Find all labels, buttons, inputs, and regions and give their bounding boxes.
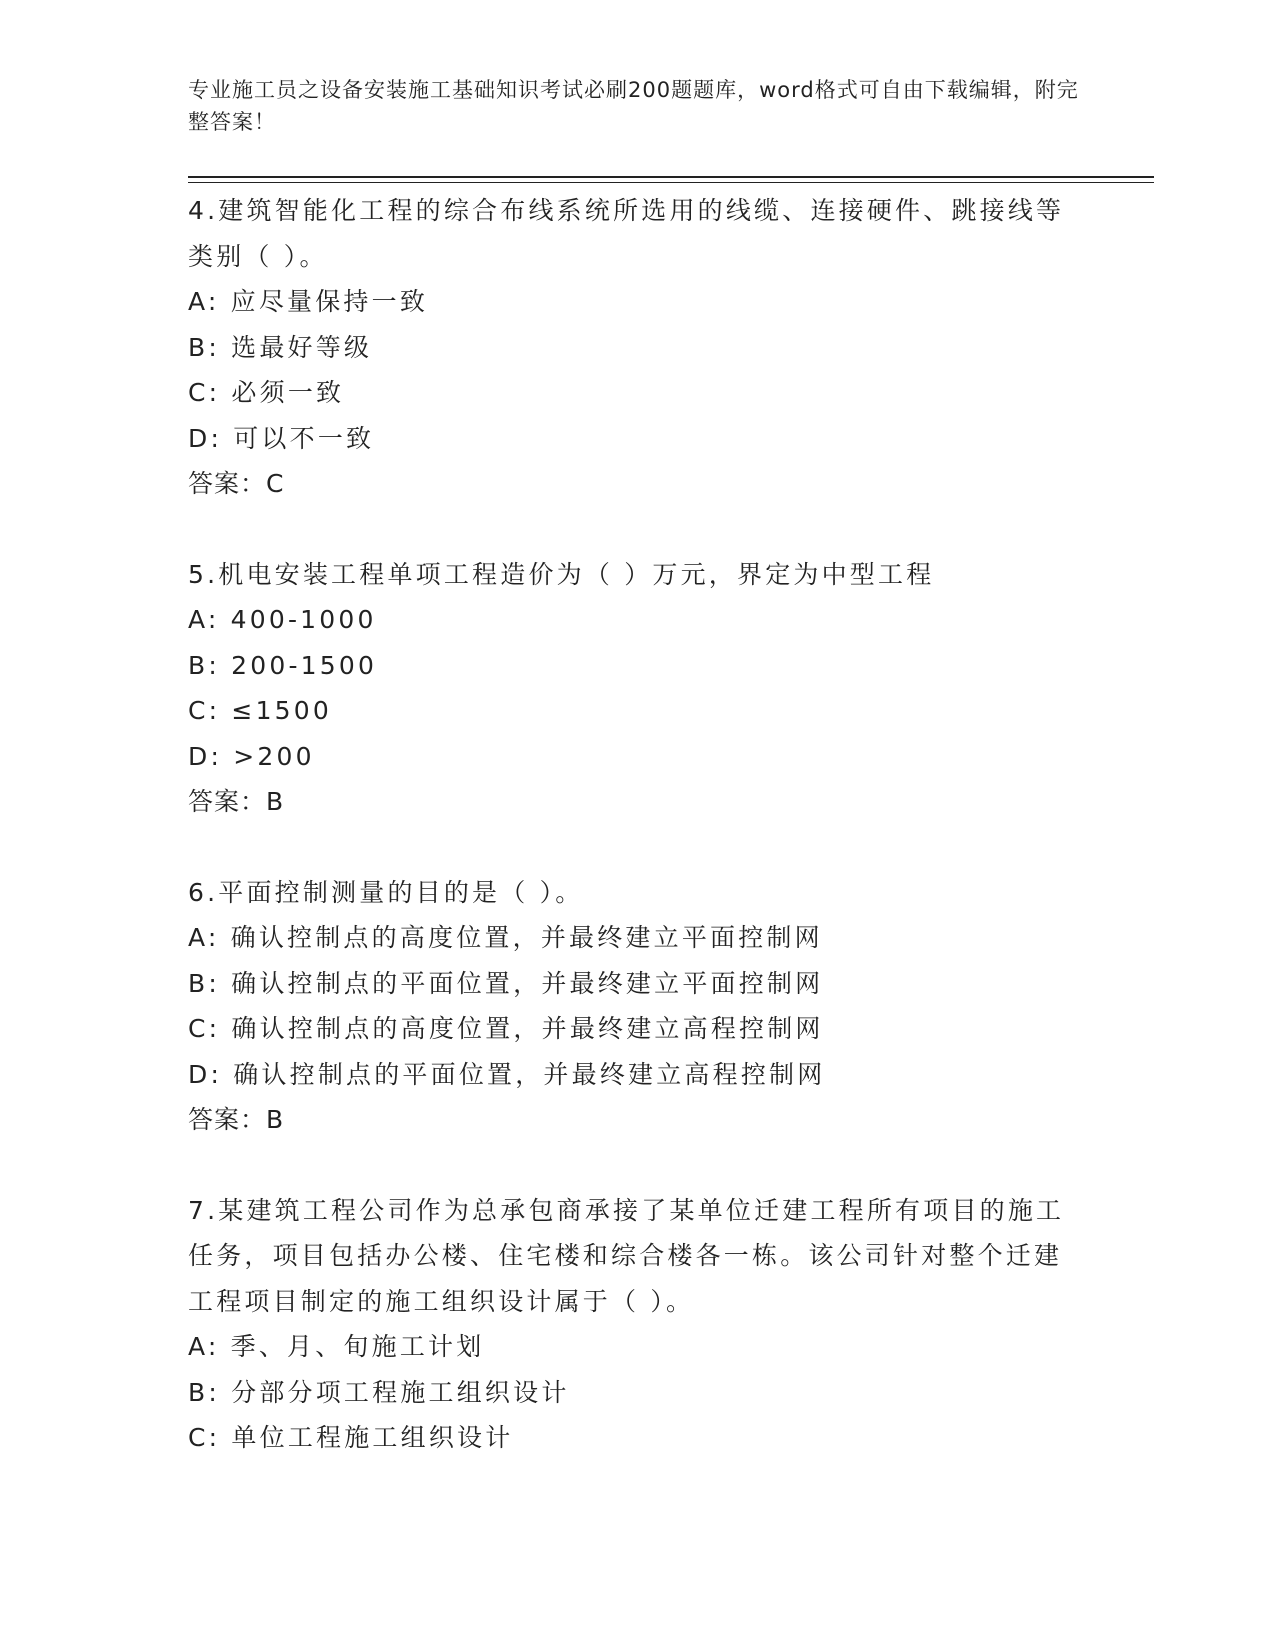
answer-line: 答案：C bbox=[188, 469, 285, 498]
header-rule-thin bbox=[188, 182, 1154, 183]
question-stem: 5.机电安装工程单项工程造价为（ ）万元，界定为中型工程 bbox=[188, 559, 935, 589]
question-stem: 6.平面控制测量的目的是（ ）。 bbox=[188, 877, 584, 907]
document-header: 专业施工员之设备安装施工基础知识考试必刷200题题库，word格式可自由下载编辑，附完整答案！ bbox=[188, 78, 1079, 134]
question-list bbox=[188, 188, 1088, 1506]
question-stem: 4.建筑智能化工程的综合布线系统所选用的线缆、连接硬件、跳接线等类别（ ）。 bbox=[188, 196, 1065, 271]
option-b: B: 分部分项工程施工组织设计 bbox=[188, 1377, 570, 1407]
option-a: A: 400-1000 bbox=[188, 605, 377, 634]
option-d: D: >200 bbox=[188, 741, 315, 771]
answer-line: 答案：B bbox=[188, 1105, 285, 1134]
option-b: B: 确认控制点的平面位置，并最终建立平面控制网 bbox=[188, 968, 824, 998]
option-d: D: 确认控制点的平面位置，并最终建立高程控制网 bbox=[188, 1059, 826, 1089]
option-a: A: 应尽量保持一致 bbox=[188, 287, 429, 316]
question-4 bbox=[188, 188, 1088, 507]
header-rule-thick bbox=[188, 176, 1154, 178]
question-stem: 7.某建筑工程公司作为总承包商承接了某单位迁建工程所有项目的施工任务，项目包括办公楼、住宅楼和综合楼各一栋。该公司针对整个迁建工程项目制定的施工组织设计属于（ ）。 bbox=[188, 1195, 1065, 1316]
answer-line: 答案：B bbox=[188, 787, 285, 816]
question-5 bbox=[188, 552, 1088, 825]
option-b: B: 选最好等级 bbox=[188, 332, 373, 362]
question-7 bbox=[188, 1188, 1088, 1461]
option-c: C: 单位工程施工组织设计 bbox=[188, 1423, 514, 1452]
option-d: D: 可以不一致 bbox=[188, 423, 375, 453]
option-c: C: 确认控制点的高度位置，并最终建立高程控制网 bbox=[188, 1014, 824, 1043]
option-b: B: 200-1500 bbox=[188, 650, 378, 680]
question-6 bbox=[188, 870, 1088, 1143]
option-a: A: 确认控制点的高度位置，并最终建立平面控制网 bbox=[188, 923, 823, 952]
option-a: A: 季、月、旬施工计划 bbox=[188, 1332, 485, 1361]
option-c: C: 必须一致 bbox=[188, 378, 345, 407]
option-c: C: ≤1500 bbox=[188, 696, 332, 725]
